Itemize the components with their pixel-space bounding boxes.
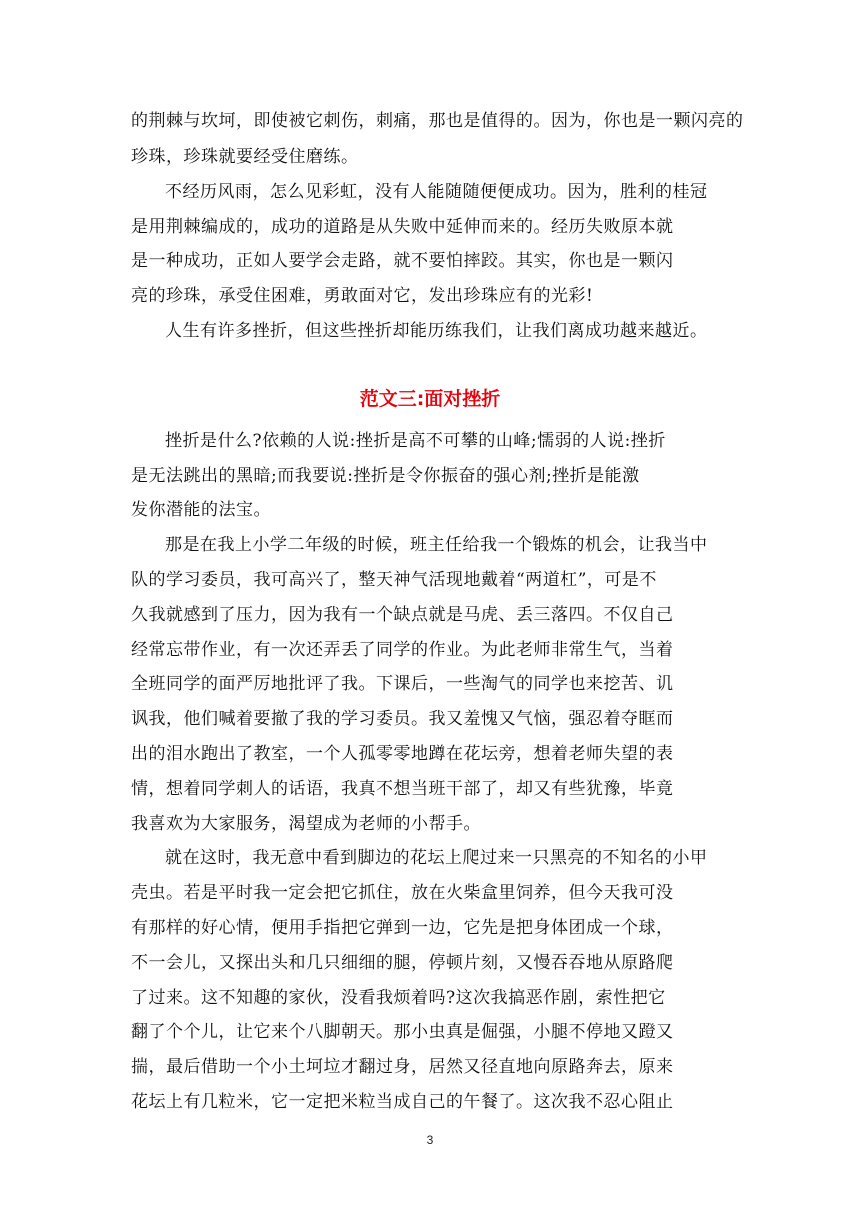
paragraph-line: 就在这时，我无意中看到脚边的花坛上爬过来一只黑亮的不知名的小甲 xyxy=(165,848,708,868)
paragraph-line: 情，想着同学刺人的话语，我真不想当班干部了，却又有些犹豫，毕竟 xyxy=(131,779,674,799)
page-number: 3 xyxy=(426,1133,434,1147)
paragraph-line: 壳虫。若是平时我一定会把它抓住，放在火柴盒里饲养，但今天我可没 xyxy=(131,883,674,903)
paragraph-line: 讽我，他们喊着要撤了我的学习委员。我又羞愧又气恼，强忍着夺眶而 xyxy=(131,709,674,729)
paragraph-line: 全班同学的面严厉地批评了我。下课后，一些淘气的同学也来挖苦、讥 xyxy=(131,674,674,694)
paragraph-line: 揣，最后借助一个小土坷垃才翻过身，居然又径直地向原路奔去，原来 xyxy=(131,1057,674,1077)
paragraph-line: 经常忘带作业，有一次还弄丢了同学的作业。为此老师非常生气，当着 xyxy=(131,640,674,660)
paragraph-line: 队的学习委员，我可高兴了，整天神气活现地戴着“两道杠”，可是不 xyxy=(131,570,657,590)
paragraph-line: 珍珠，珍珠就要经受住磨练。 xyxy=(131,147,359,167)
section-title: 范文三:面对挫折 xyxy=(359,388,501,410)
paragraph-line: 是无法跳出的黑暗;而我要说:挫折是令你振奋的强心剂;挫折是能激 xyxy=(131,466,640,486)
paragraph-line: 花坛上有几粒米，它一定把米粒当成自己的午餐了。这次我不忍心阻止 xyxy=(131,1092,674,1112)
paragraph-line: 是用荆棘编成的，成功的道路是从失败中延伸而来的。经历失败原本就 xyxy=(131,217,674,237)
paragraph-line: 不经历风雨，怎么见彩虹，没有人能随随便便成功。因为，胜利的桂冠 xyxy=(165,182,708,202)
paragraph-line: 久我就感到了压力，因为我有一个缺点就是马虎、丢三落四。不仅自己 xyxy=(131,605,674,625)
paragraph-line: 的荆棘与坎坷，即使被它刺伤，刺痛，那也是值得的。因为，你也是一颗闪亮的 xyxy=(131,111,744,131)
paragraph-line: 挫折是什么?依赖的人说:挫折是高不可攀的山峰;懦弱的人说:挫折 xyxy=(165,431,666,451)
paragraph-line: 是一种成功，正如人要学会走路，就不要怕摔跤。其实，你也是一颗闪 xyxy=(131,251,674,271)
paragraph-line: 不一会儿，又探出头和几只细细的腿，停顿片刻，又慢吞吞地从原路爬 xyxy=(131,953,674,973)
paragraph-line: 发你潜能的法宝。 xyxy=(131,500,271,520)
paragraph-line: 了过来。这不知趣的家伙，没看我烦着吗?这次我搞恶作剧，索性把它 xyxy=(131,988,666,1008)
paragraph-line: 出的泪水跑出了教室，一个人孤零零地蹲在花坛旁，想着老师失望的表 xyxy=(131,744,674,764)
paragraph-line: 翻了个个儿，让它来个八脚朝天。那小虫真是倔强，小腿不停地又蹬又 xyxy=(131,1022,674,1042)
paragraph-line: 那是在我上小学二年级的时候，班主任给我一个锻炼的机会，让我当中 xyxy=(165,535,708,555)
paragraph-line: 亮的珍珠，承受住困难，勇敢面对它，发出珍珠应有的光彩! xyxy=(131,286,594,306)
paragraph-line: 人生有许多挫折，但这些挫折却能历练我们，让我们离成功越来越近。 xyxy=(165,321,708,341)
paragraph-line: 有那样的好心情，便用手指把它弹到一边，它先是把身体团成一个球， xyxy=(131,918,674,938)
paragraph-line: 我喜欢为大家服务，渴望成为老师的小帮手。 xyxy=(131,814,481,834)
